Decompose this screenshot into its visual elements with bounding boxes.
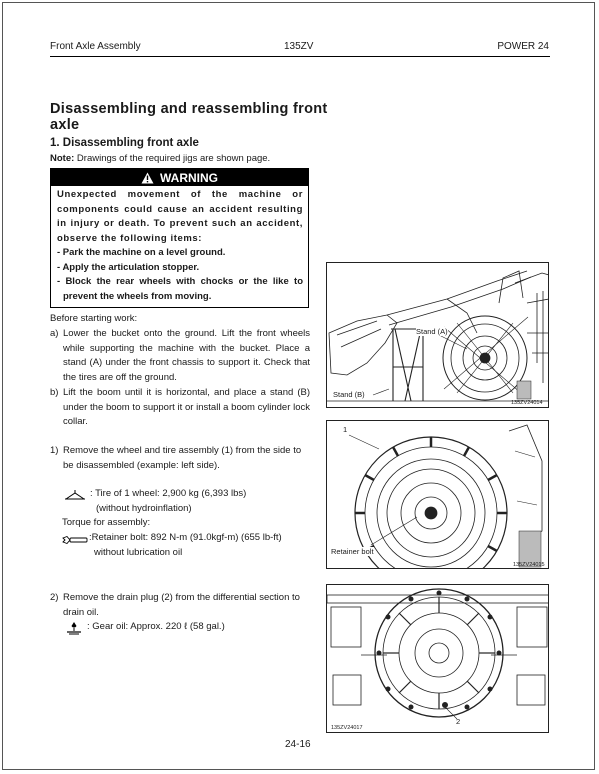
oil-drain-icon xyxy=(66,622,82,635)
weight-line1: : Tire of 1 wheel: 2,900 kg (6,393 lbs) xyxy=(90,488,247,499)
step2-label: 2) xyxy=(50,592,59,603)
page-number: 24-16 xyxy=(285,739,311,750)
step1-text: Remove the wheel and tire assembly (1) from the side to be disassembled (example: left side). xyxy=(63,445,302,471)
warning-line: - Block the rear wheels with chocks or the like to prevent the wheels from moving. xyxy=(57,276,303,302)
header-right: POWER 24 xyxy=(497,41,549,52)
warning-label: WARNING xyxy=(160,170,218,185)
warning-header xyxy=(51,169,308,186)
figure-id: 135ZV24014 xyxy=(511,400,543,406)
torque-heading: Torque for assembly: xyxy=(62,517,151,528)
stand-b-label: Stand (B) xyxy=(333,390,365,399)
page-title: Disassembling and reassembling front axle xyxy=(50,101,328,133)
callout-1: 1 xyxy=(343,425,348,434)
header-left: Front Axle Assembly xyxy=(50,41,141,52)
torque-wrench-icon xyxy=(62,535,88,545)
oil-line: : Gear oil: Approx. 220 ℓ (58 gal.) xyxy=(87,621,225,632)
warning-line: - Park the machine on a level ground. xyxy=(57,247,226,258)
differential-illustration xyxy=(327,585,549,733)
warning-triangle-icon xyxy=(141,172,154,184)
stand-a-label: Stand (A) xyxy=(416,327,448,336)
figure-id: 135ZV24017 xyxy=(331,725,363,731)
warning-box xyxy=(50,168,309,308)
hoist-weight-icon xyxy=(64,489,86,501)
before-b-label: b) xyxy=(50,387,59,398)
note-label: Note: xyxy=(50,153,75,164)
torque-line1: :Retainer bolt: 892 N-m (91.0kgf-m) (655 lb-ft) xyxy=(89,532,282,543)
figure-differential-drain-plug xyxy=(326,584,549,733)
torque-line2: without lubrication oil xyxy=(94,547,183,558)
warning-body xyxy=(51,186,308,304)
before-a-label: a) xyxy=(50,328,59,339)
before-a-text: Lower the bucket onto the ground. Lift the front wheels while supporting the machine with the bucket. Place a stand (A) under the front chassis to support it. Check that the tires are off the ground. xyxy=(63,328,310,383)
weight-line2: (without hydroinflation) xyxy=(96,503,192,514)
warning-line: - Apply the articulation stopper. xyxy=(57,261,200,273)
section-heading: 1. Disassembling front axle xyxy=(50,137,199,149)
figure-loader-on-stands xyxy=(326,262,549,408)
figure-wheel-retainer-bolt xyxy=(326,420,549,569)
before-b-text: Lift the boom until it is horizontal, and place a stand (B) under the boom to support it or install a boom cylinder lock collar. xyxy=(63,387,310,428)
figure-id: 135ZV24015 xyxy=(513,562,545,568)
retainer-bolt-label: Retainer bolt xyxy=(331,547,374,556)
step2-text: Remove the drain plug (2) from the differential section to drain oil. xyxy=(63,592,300,618)
step1-label: 1) xyxy=(50,445,59,456)
header-rule xyxy=(50,56,550,57)
callout-2: 2 xyxy=(456,717,461,726)
before-heading: Before starting work: xyxy=(50,313,138,324)
note xyxy=(50,153,270,164)
warning-line: Unexpected movement of the machine or components could cause an accident resulting in injury or death. To prevent such an accident, observe the following items: xyxy=(57,189,303,244)
note-text: Drawings of the required jigs are shown page. xyxy=(74,153,271,164)
header-center: 135ZV xyxy=(284,41,314,52)
